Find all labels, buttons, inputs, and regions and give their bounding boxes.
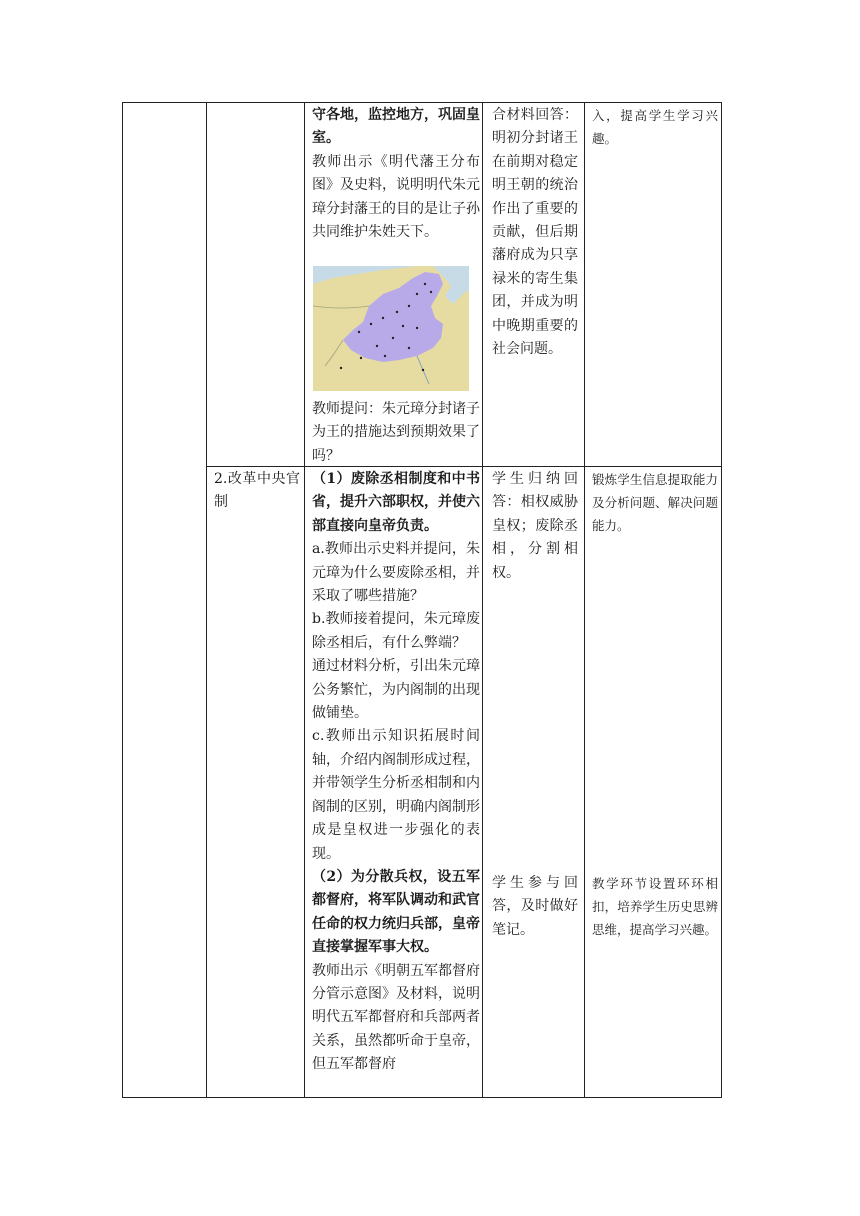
- row1-student-cell: [492, 104, 578, 361]
- map-city-marker: [408, 305, 410, 307]
- row1-purpose-text: 入，提高学生学习兴趣。: [592, 108, 718, 146]
- row2-student-cell-a: [492, 468, 578, 585]
- column-divider: [304, 103, 305, 1097]
- row1-activity-cell: [312, 104, 480, 244]
- map-city-marker: [396, 311, 398, 313]
- row2-section1-analysis: 通过材料分析，引出朱元璋公务繁忙，为内阁制的出现做铺垫。: [312, 658, 480, 722]
- row2-section1-c: c.教师出示知识拓展时间轴，介绍内阁制形成过程，并带领学生分析丞相制和内阁制的区别，明确内阁制形成是皇权进一步强化的表现。: [312, 728, 480, 862]
- map-city-marker: [402, 325, 404, 327]
- row2-student-text-a: 学生归纳回答：相权威胁皇权；废除丞相，分割相权。: [492, 471, 578, 581]
- column-divider: [482, 103, 483, 1097]
- map-city-marker: [384, 355, 386, 357]
- lesson-plan-table: [122, 102, 722, 1098]
- column-divider: [584, 103, 585, 1097]
- row1-student-text: 合材料回答：明初分封诸王在前期对稳定明王朝的统治作出了重要的贡献，但后期藩府成为只享禄米的寄生集团，并成为明中晚期重要的社会问题。: [492, 107, 578, 358]
- row2-topic-text: 2.改革中央官制: [214, 471, 300, 511]
- row2-purpose-text-b: 教学环节设置环环相扣，培养学生历史思辨思维，提高学习兴趣。: [592, 876, 718, 937]
- map-city-marker: [416, 327, 418, 329]
- map-city-marker: [340, 367, 342, 369]
- map-city-marker: [408, 347, 410, 349]
- row2-purpose-cell-b: [592, 872, 718, 941]
- ming-feudal-princes-map: [313, 266, 469, 391]
- row2-section1-a: a.教师出示史料并提问，朱元璋为什么要废除丞相，并采取了哪些措施？: [312, 541, 480, 605]
- map-city-marker: [382, 317, 384, 319]
- map-city-marker: [370, 323, 372, 325]
- map-city-marker: [358, 331, 360, 333]
- map-city-marker: [430, 291, 432, 293]
- row2-section2-text: 教师出示《明朝五军都督府分管示意图》及材料，说明明代五军都督府和兵部两者关系，虽然都听命于皇帝，但五军都督府: [312, 962, 480, 1073]
- row1-question-cell: [312, 398, 480, 468]
- row2-student-cell-b: [492, 872, 578, 942]
- row2-section1-title: （1）废除丞相制度和中书省，提升六部职权，并使六部直接向皇帝负责。: [312, 471, 480, 534]
- row1-purpose-cell: [592, 104, 718, 150]
- map-city-marker: [360, 357, 362, 359]
- row2-section2-title: （2）为分散兵权，设五军都督府，将军队调动和武官任命的权力统归兵部，皇帝直接掌握军事大权。: [312, 868, 480, 956]
- map-city-marker: [424, 283, 426, 285]
- map-city-marker: [416, 293, 418, 295]
- row2-purpose-text-a: 锻炼学生信息提取能力及分析问题、解决问题能力。: [592, 472, 718, 533]
- row1-bold-text: 守各地，监控地方，巩固皇室。: [312, 107, 480, 147]
- row1-teacher-text: 教师出示《明代藩王分布图》及史料，说明明代朱元璋分封藩王的目的是让子孙共同维护朱姓天下。: [312, 153, 480, 241]
- column-divider: [206, 103, 207, 1097]
- row2-activity-cell: [312, 468, 480, 1077]
- row1-question-text: 教师提问：朱元璋分封诸子为王的措施达到预期效果了吗？: [312, 401, 480, 464]
- row2-topic-cell: [214, 468, 300, 515]
- row2-student-text-b: 学生参与回答，及时做好笔记。: [492, 875, 578, 938]
- row2-section1-b: b.教师接着提问，朱元璋废除丞相后，有什么弊端？: [312, 611, 480, 651]
- map-city-marker: [392, 337, 394, 339]
- map-city-marker: [422, 369, 424, 371]
- row2-purpose-cell-a: [592, 468, 718, 537]
- map-city-marker: [376, 345, 378, 347]
